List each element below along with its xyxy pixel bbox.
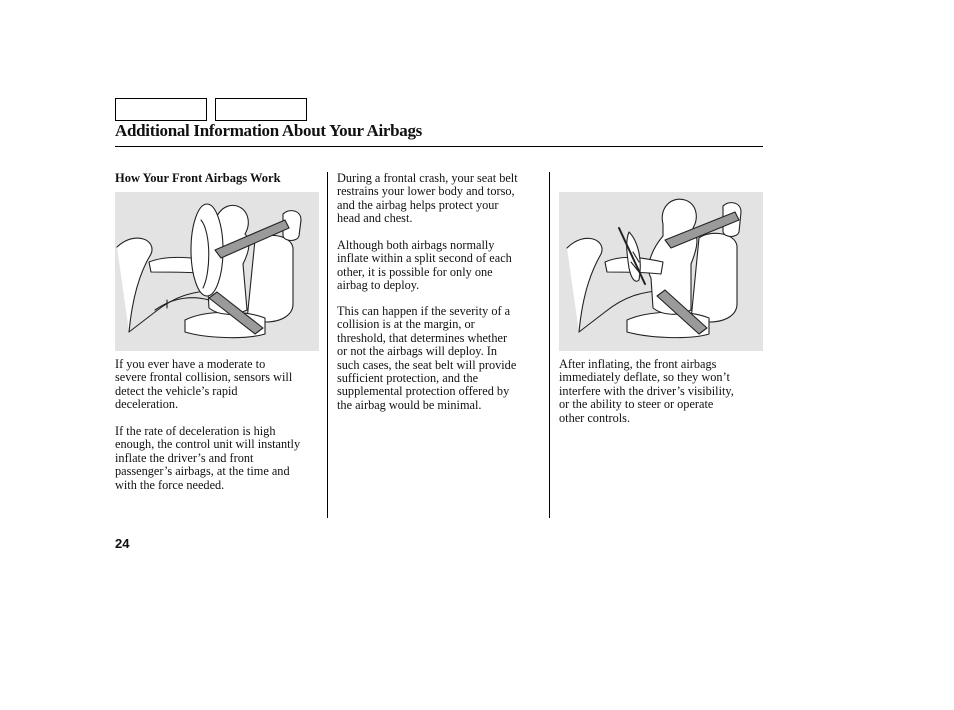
column-divider-2 — [549, 172, 550, 518]
nav-tab-2[interactable] — [215, 98, 307, 121]
col1-paragraph-1: If you ever have a moderate to severe frontal collision, sensors will detect the vehicle’s rapid deceleration. — [115, 357, 293, 412]
airbag-inflated-illustration — [115, 192, 319, 351]
title-rule — [115, 146, 763, 147]
col2-paragraph-1: During a frontal crash, your seat belt restrains your lower body and torso, and the airbag helps protect your head and chest. — [337, 171, 518, 226]
col2-paragraph-2: Although both airbags normally inflate within a split second of each other, it is possible for only one airbag to deploy. — [337, 238, 512, 293]
page-title: Additional Information About Your Airbags — [115, 121, 422, 140]
col1-paragraph-2: If the rate of deceleration is high enough, the control unit will instantly inflate the driver’s and front passenger’s airbags, at the time and with the force needed. — [115, 424, 301, 492]
page-number: 24 — [115, 536, 130, 551]
column-divider-1 — [327, 172, 328, 518]
col3-paragraph-1: After inflating, the front airbags immediately deflate, so they won’t interfere with the driver’s visibility, or the ability to steer or operate other controls. — [559, 357, 734, 425]
col2-paragraph-3: This can happen if the severity of a collision is at the margin, or threshold, that determines whether or not the airbags will deploy. In such cases, the seat belt will provide sufficient protection, and the supplemental protection offered by the airbag would be minimal. — [337, 304, 517, 412]
section-heading: How Your Front Airbags Work — [115, 171, 281, 185]
nav-tab-1[interactable] — [115, 98, 207, 121]
airbag-deflated-illustration — [559, 192, 763, 351]
